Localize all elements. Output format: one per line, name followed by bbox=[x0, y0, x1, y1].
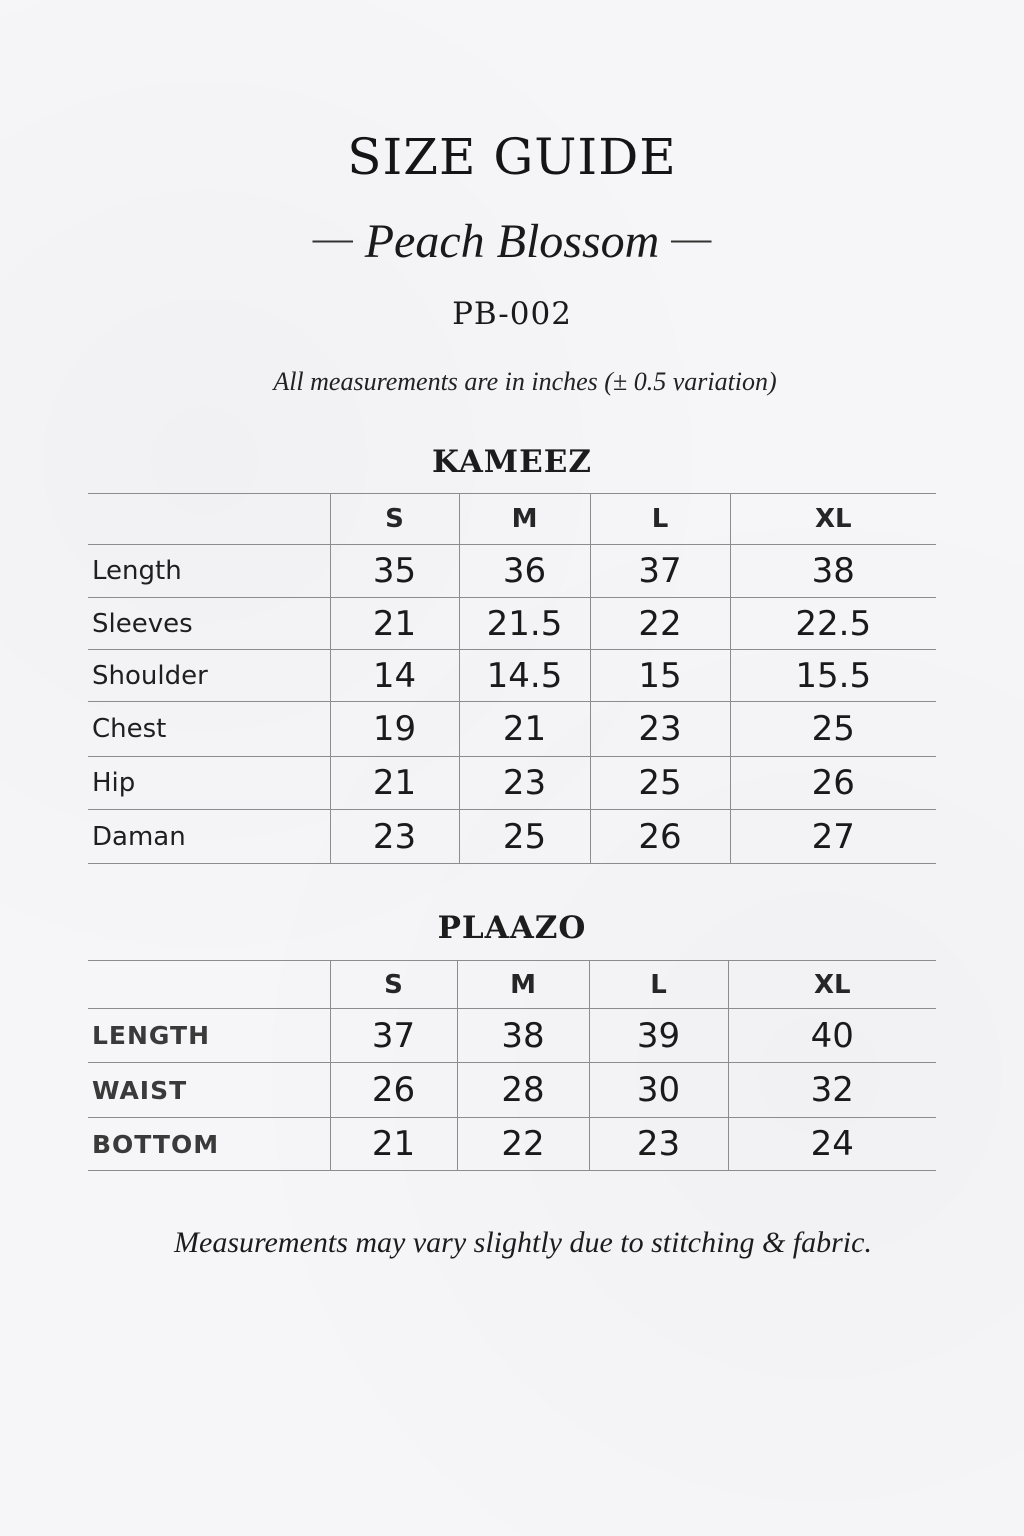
measurement-cell: 39 bbox=[589, 1009, 728, 1063]
kameez-title: KAMEEZ bbox=[432, 444, 592, 480]
measurement-cell: 15 bbox=[590, 650, 730, 702]
measurement-cell: 24 bbox=[728, 1118, 936, 1171]
measurement-cell: 38 bbox=[730, 545, 936, 598]
kameez-size-header: M bbox=[459, 494, 590, 545]
table-row bbox=[88, 1009, 936, 1063]
kameez-corner-cell bbox=[88, 494, 330, 545]
table-row bbox=[88, 1063, 936, 1118]
measurement-cell: 26 bbox=[590, 810, 730, 864]
measurement-cell: 26 bbox=[730, 757, 936, 810]
measurement-cell: 25 bbox=[730, 702, 936, 757]
measurement-cell: 19 bbox=[330, 702, 459, 757]
kameez-size-header: XL bbox=[730, 494, 936, 545]
kameez-header-row bbox=[88, 494, 936, 545]
measurement-cell: 35 bbox=[330, 545, 459, 598]
table-row bbox=[88, 598, 936, 650]
measurement-cell: 38 bbox=[457, 1009, 589, 1063]
row-label: Chest bbox=[88, 702, 330, 757]
measurement-cell: 26 bbox=[330, 1063, 457, 1118]
dash-left: — bbox=[312, 215, 353, 260]
table-row bbox=[88, 1118, 936, 1171]
row-label: Sleeves bbox=[88, 598, 330, 650]
collection-name: Peach Blossom bbox=[364, 215, 660, 268]
measurement-cell: 23 bbox=[330, 810, 459, 864]
measurement-cell: 21 bbox=[330, 1118, 457, 1171]
plaazo-title: PLAAZO bbox=[437, 910, 587, 946]
measurement-cell: 23 bbox=[590, 702, 730, 757]
table-row bbox=[88, 810, 936, 864]
row-label: LENGTH bbox=[88, 1009, 330, 1063]
plaazo-size-header: XL bbox=[728, 961, 936, 1009]
measurement-cell: 32 bbox=[728, 1063, 936, 1118]
measurement-cell: 40 bbox=[728, 1009, 936, 1063]
collection-subtitle bbox=[0, 214, 1024, 269]
row-label: WAIST bbox=[88, 1063, 330, 1118]
measurement-cell: 14 bbox=[330, 650, 459, 702]
row-label: Daman bbox=[88, 810, 330, 864]
measurement-cell: 30 bbox=[589, 1063, 728, 1118]
measurement-cell: 22 bbox=[457, 1118, 589, 1171]
plaazo-corner-cell bbox=[88, 961, 330, 1009]
product-code: PB-002 bbox=[452, 296, 572, 332]
measurement-cell: 21 bbox=[330, 757, 459, 810]
row-label: BOTTOM bbox=[88, 1118, 330, 1171]
measurement-cell: 21 bbox=[330, 598, 459, 650]
measurement-cell: 37 bbox=[590, 545, 730, 598]
kameez-size-header: S bbox=[330, 494, 459, 545]
kameez-size-header: L bbox=[590, 494, 730, 545]
measurement-cell: 21 bbox=[459, 702, 590, 757]
table-row bbox=[88, 650, 936, 702]
measurement-cell: 25 bbox=[459, 810, 590, 864]
table-row bbox=[88, 757, 936, 810]
measurement-cell: 21.5 bbox=[459, 598, 590, 650]
measurement-cell: 14.5 bbox=[459, 650, 590, 702]
plaazo-size-header: L bbox=[589, 961, 728, 1009]
measurement-cell: 23 bbox=[459, 757, 590, 810]
measurement-cell: 23 bbox=[589, 1118, 728, 1171]
measurement-cell: 27 bbox=[730, 810, 936, 864]
plaazo-header-row bbox=[88, 961, 936, 1009]
measurement-cell: 22 bbox=[590, 598, 730, 650]
table-row bbox=[88, 545, 936, 598]
measurement-cell: 28 bbox=[457, 1063, 589, 1118]
measurement-cell: 36 bbox=[459, 545, 590, 598]
plaazo-size-header: M bbox=[457, 961, 589, 1009]
table-row bbox=[88, 702, 936, 757]
row-label: Hip bbox=[88, 757, 330, 810]
footer-note: Measurements may vary slightly due to stitching & fabric. bbox=[174, 1226, 872, 1259]
units-note: All measurements are in inches (± 0.5 variation) bbox=[273, 367, 777, 396]
measurement-cell: 15.5 bbox=[730, 650, 936, 702]
dash-right: — bbox=[671, 215, 712, 260]
row-label: Length bbox=[88, 545, 330, 598]
measurement-cell: 25 bbox=[590, 757, 730, 810]
kameez-table bbox=[88, 493, 936, 864]
plaazo-size-header: S bbox=[330, 961, 457, 1009]
plaazo-table bbox=[88, 960, 936, 1171]
page-title: SIZE GUIDE bbox=[347, 128, 677, 186]
measurement-cell: 22.5 bbox=[730, 598, 936, 650]
row-label: Shoulder bbox=[88, 650, 330, 702]
measurement-cell: 37 bbox=[330, 1009, 457, 1063]
